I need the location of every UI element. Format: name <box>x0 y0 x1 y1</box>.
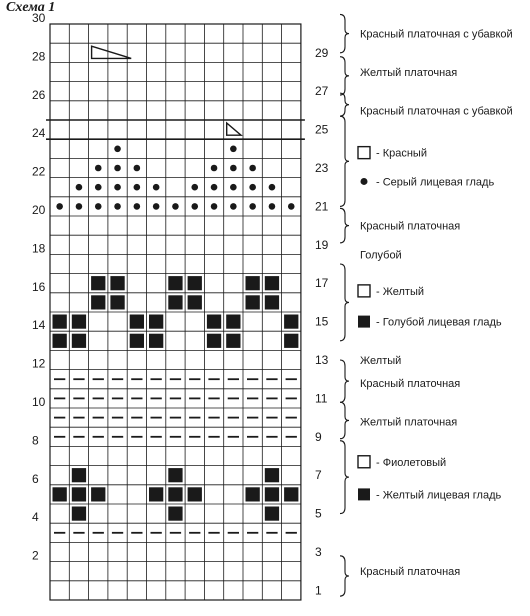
filled-square <box>72 507 86 521</box>
legend-filled-square-icon <box>358 488 370 500</box>
filled-square <box>284 487 298 501</box>
legend-label: Красный платочная <box>360 220 461 233</box>
filled-square <box>53 334 67 348</box>
legend-empty-square-icon <box>358 456 370 468</box>
dot-mark <box>153 184 160 191</box>
filled-square <box>246 276 260 290</box>
legend-brace <box>340 57 349 95</box>
filled-square <box>265 468 279 482</box>
dot-mark <box>95 165 102 172</box>
filled-square <box>226 334 240 348</box>
right-row-number: 11 <box>315 391 328 406</box>
filled-square <box>168 507 182 521</box>
legend-label: Желтый платочная <box>360 416 458 429</box>
dot-mark <box>288 203 295 210</box>
legend-brace <box>340 402 349 438</box>
legend-label: Красный платочная с убавкой <box>360 105 513 118</box>
legend-label: - Серый лицевая гладь <box>376 176 495 189</box>
left-row-number: 24 <box>32 126 46 141</box>
filled-square <box>53 315 67 329</box>
right-row-number: 27 <box>315 84 329 99</box>
left-row-number: 12 <box>32 356 46 371</box>
right-row-number: 1 <box>315 583 322 598</box>
legend-label: - Красный <box>376 147 427 160</box>
legend-label: Красный платочная с убавкой <box>360 28 513 41</box>
filled-square <box>207 334 221 348</box>
legend-brace <box>340 556 349 596</box>
right-row-number: 7 <box>315 468 322 483</box>
legend-empty-square-icon <box>358 285 370 297</box>
dot-mark <box>249 203 256 210</box>
filled-square <box>246 295 260 309</box>
left-row-number: 10 <box>32 395 46 409</box>
dot-mark <box>95 184 102 191</box>
chart-marks <box>53 46 299 533</box>
right-row-number: 3 <box>315 545 322 559</box>
filled-square <box>168 468 182 482</box>
legend-label: - Желтый <box>376 285 425 298</box>
filled-square <box>91 487 105 501</box>
legend-annotations <box>340 14 513 596</box>
filled-square <box>188 276 202 290</box>
filled-square <box>72 487 86 501</box>
filled-square <box>168 276 182 290</box>
filled-square <box>284 334 298 348</box>
legend-label: Голубой <box>360 249 402 262</box>
scheme-title: Схема 1 <box>6 0 56 15</box>
dot-mark <box>249 184 256 191</box>
right-row-number: 29 <box>315 45 329 60</box>
legend-brace <box>340 264 349 341</box>
legend-brace <box>340 441 349 514</box>
filled-square <box>265 487 279 501</box>
right-row-number: 15 <box>315 314 329 329</box>
filled-square <box>110 295 124 309</box>
dot-mark <box>172 203 179 210</box>
filled-square <box>149 315 163 329</box>
left-row-number: 16 <box>32 279 46 294</box>
filled-square <box>149 487 163 501</box>
dot-mark <box>230 184 237 191</box>
decrease-triangle <box>92 46 132 58</box>
legend-dot-icon <box>361 178 368 185</box>
dot-mark <box>211 165 218 172</box>
right-row-number: 13 <box>315 353 329 367</box>
legend-brace <box>340 93 349 116</box>
legend-brace <box>340 208 349 243</box>
dot-mark <box>134 184 141 191</box>
dot-mark <box>191 184 198 191</box>
right-row-number: 25 <box>315 122 329 137</box>
filled-square <box>226 315 240 329</box>
filled-square <box>284 315 298 329</box>
left-row-number: 22 <box>32 164 46 179</box>
filled-square <box>91 276 105 290</box>
filled-square <box>130 315 144 329</box>
dot-mark <box>153 203 160 210</box>
left-row-number: 26 <box>32 87 46 102</box>
filled-square <box>188 295 202 309</box>
dot-mark <box>269 184 276 191</box>
dot-mark <box>134 203 141 210</box>
left-row-number: 8 <box>32 433 39 448</box>
filled-square <box>188 487 202 501</box>
left-row-number: 2 <box>32 548 39 563</box>
dot-mark <box>56 203 63 210</box>
legend-brace <box>340 14 349 52</box>
legend-empty-square-icon <box>358 147 370 159</box>
filled-square <box>207 315 221 329</box>
dot-mark <box>230 203 237 210</box>
filled-square <box>72 334 86 348</box>
dot-mark <box>114 203 121 210</box>
filled-square <box>265 295 279 309</box>
dot-mark <box>76 184 83 191</box>
filled-square <box>91 295 105 309</box>
legend-label: - Фиолетовый <box>376 456 447 469</box>
left-row-number: 6 <box>32 471 39 486</box>
filled-square <box>53 487 67 501</box>
filled-square <box>246 487 260 501</box>
left-row-number: 20 <box>32 203 46 217</box>
dot-mark <box>114 165 121 172</box>
dot-mark <box>249 165 256 172</box>
legend-label: Красный платочная <box>360 566 461 579</box>
filled-square <box>149 334 163 348</box>
left-row-number: 30 <box>32 11 46 25</box>
dot-mark <box>191 203 198 210</box>
filled-square <box>265 507 279 521</box>
dot-mark <box>230 165 237 172</box>
left-row-number: 28 <box>32 49 46 64</box>
right-row-number: 9 <box>315 429 322 444</box>
filled-square <box>110 276 124 290</box>
legend-label: - Желтый лицевая гладь <box>376 489 502 502</box>
right-row-number: 21 <box>315 199 329 214</box>
right-row-number: 19 <box>315 237 329 252</box>
right-row-number: 5 <box>315 506 322 521</box>
right-row-number: 17 <box>315 276 329 291</box>
filled-square <box>130 334 144 348</box>
legend-brace <box>340 360 349 402</box>
legend-label: Желтый платочная <box>360 67 458 79</box>
left-row-number: 14 <box>32 318 46 333</box>
dot-mark <box>211 203 218 210</box>
left-row-number: 18 <box>32 241 46 256</box>
filled-square <box>168 487 182 501</box>
legend-label: Желтый <box>360 355 402 367</box>
filled-square <box>168 295 182 309</box>
filled-square <box>72 315 86 329</box>
decrease-triangle <box>227 123 241 135</box>
dot-mark <box>134 165 141 172</box>
filled-square <box>265 276 279 290</box>
right-row-number: 23 <box>315 161 329 175</box>
dot-mark <box>269 203 276 210</box>
legend-brace <box>340 116 349 206</box>
left-row-number: 4 <box>32 510 39 525</box>
dot-mark <box>114 146 121 153</box>
filled-square <box>72 468 86 482</box>
legend-label: - Голубой лицевая гладь <box>376 316 502 329</box>
dot-mark <box>95 203 102 210</box>
dot-mark <box>211 184 218 191</box>
dot-mark <box>230 146 237 153</box>
dot-mark <box>76 203 83 210</box>
legend-label: Красный платочная <box>360 378 461 391</box>
dot-mark <box>114 184 121 191</box>
legend-filled-square-icon <box>358 316 370 328</box>
